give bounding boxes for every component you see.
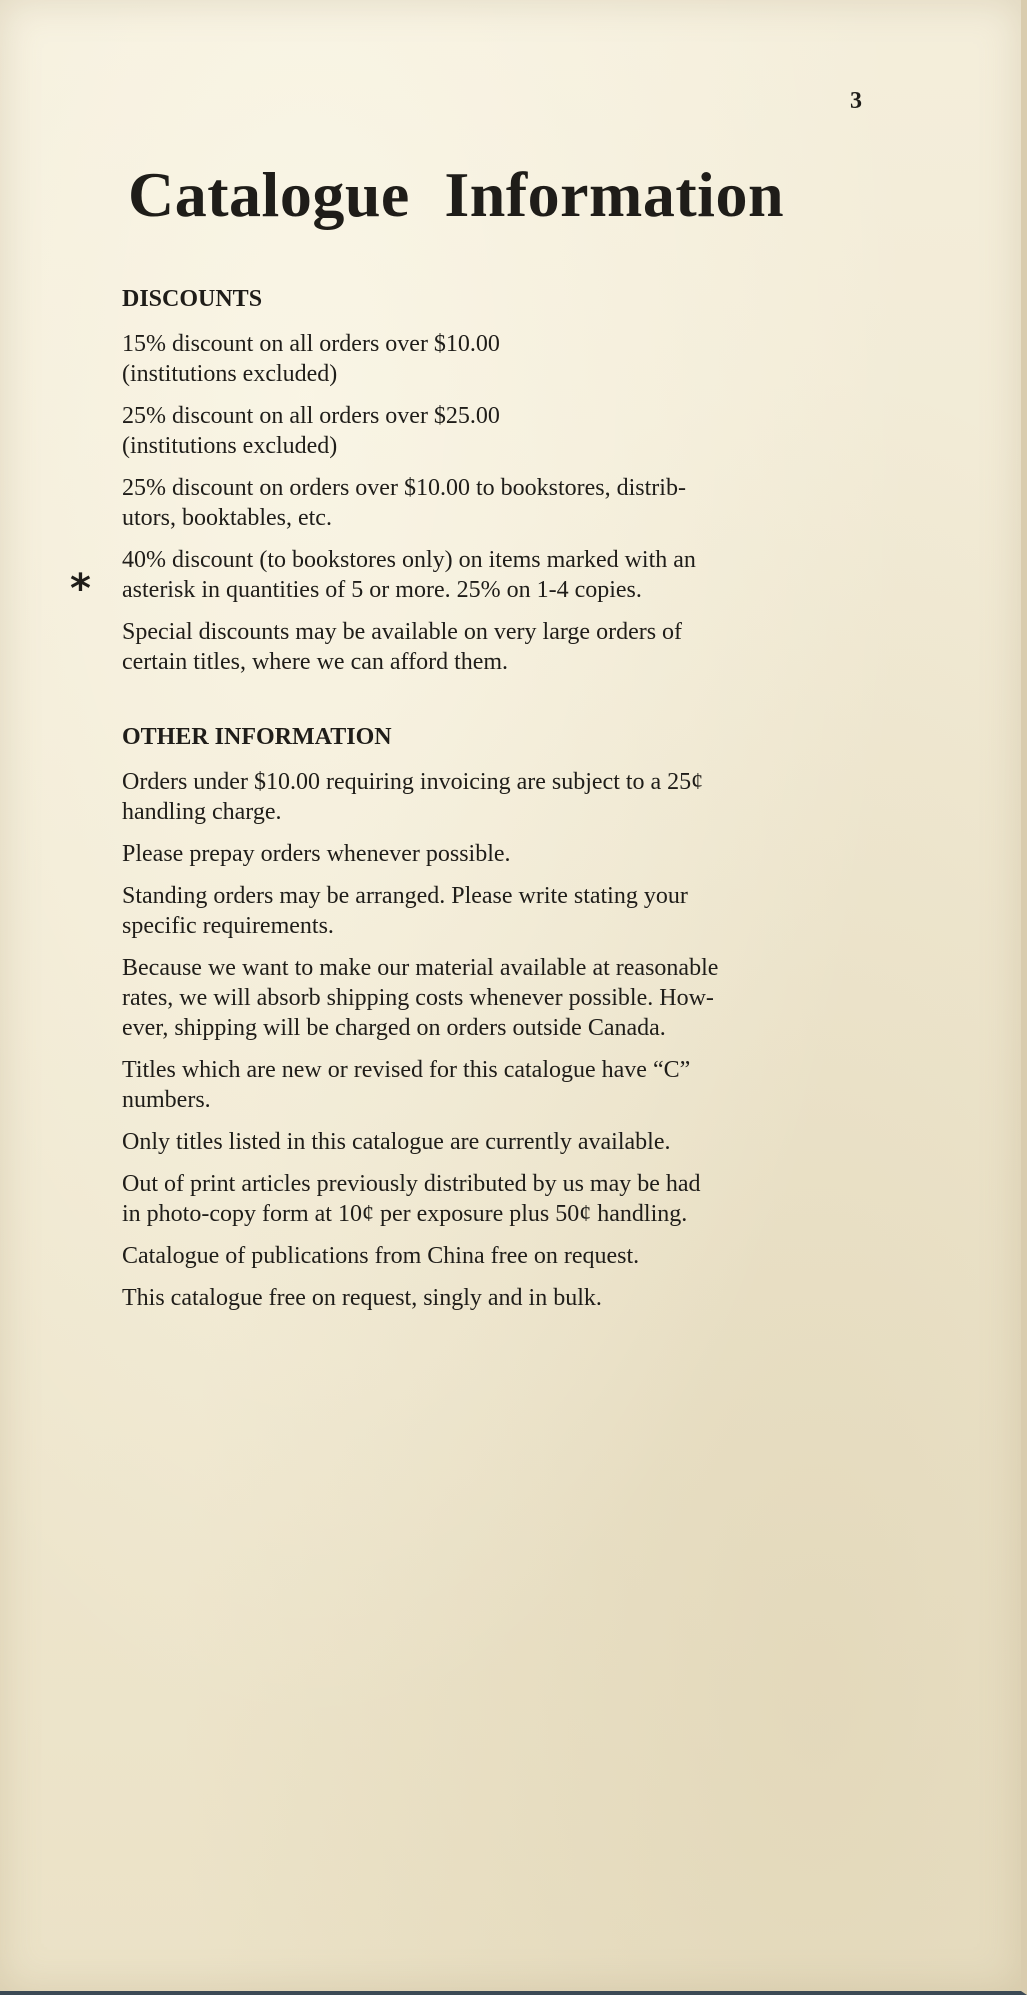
discounts-heading: DISCOUNTS xyxy=(122,286,263,312)
info-line: Titles which are new or revised for this catalogue have “C” xyxy=(122,1057,691,1083)
discount-item-bookstore xyxy=(70,545,862,612)
discount-line: utors, booktables, etc. xyxy=(122,505,332,531)
info-item xyxy=(122,1283,862,1313)
discount-line: asterisk in quantities of 5 or more. 25% on 1-4 copies. xyxy=(122,577,642,603)
info-item xyxy=(122,881,862,941)
discount-line: (institutions excluded) xyxy=(122,361,338,387)
info-line: rates, we will absorb shipping costs whenever possible. How- xyxy=(122,985,714,1011)
discount-line: 15% discount on all orders over $10.00 xyxy=(122,331,500,357)
info-item xyxy=(122,767,862,827)
discount-line: (institutions excluded) xyxy=(122,433,338,459)
info-item xyxy=(122,1055,862,1115)
info-line: Standing orders may be arranged. Please write stating your xyxy=(122,883,688,909)
discount-item xyxy=(122,329,862,389)
info-item xyxy=(122,1127,862,1157)
discount-line: Special discounts may be available on very large orders of xyxy=(122,619,683,645)
info-line: in photo-copy form at 10¢ per exposure plus 50¢ handling. xyxy=(122,1201,688,1227)
info-item xyxy=(122,953,862,1043)
info-line: This catalogue free on request, singly and in bulk. xyxy=(122,1285,602,1311)
info-item xyxy=(122,839,862,869)
discount-item xyxy=(122,617,862,677)
other-information-heading: OTHER INFORMATION xyxy=(122,724,392,750)
discount-line: certain titles, where we can afford them. xyxy=(122,649,509,675)
info-item xyxy=(122,1169,862,1229)
info-line: numbers. xyxy=(122,1087,211,1113)
info-line: ever, shipping will be charged on orders outside Canada. xyxy=(122,1015,666,1041)
page-number: 3 xyxy=(850,88,862,114)
info-line: Out of print articles previously distributed by us may be had xyxy=(122,1171,701,1197)
info-line: specific requirements. xyxy=(122,913,334,939)
discount-line: 40% discount (to bookstores only) on items marked with an xyxy=(122,547,696,573)
info-line: handling charge. xyxy=(122,799,282,825)
info-line: Catalogue of publications from China free on request. xyxy=(122,1243,640,1269)
discount-item xyxy=(122,401,862,461)
page-title: Catalogue Information xyxy=(128,159,785,230)
info-line: Orders under $10.00 requiring invoicing are subject to a 25¢ xyxy=(122,769,704,795)
asterisk-marker: * xyxy=(70,566,91,612)
discounts-section xyxy=(70,286,862,689)
discount-item xyxy=(122,473,862,533)
info-item xyxy=(122,1241,862,1271)
info-line: Only titles listed in this catalogue are currently available. xyxy=(122,1129,671,1155)
other-information-section xyxy=(122,724,862,1325)
discount-line: 25% discount on orders over $10.00 to bookstores, distrib- xyxy=(122,475,686,501)
discount-line: 25% discount on all orders over $25.00 xyxy=(122,403,500,429)
info-line: Please prepay orders whenever possible. xyxy=(122,841,511,867)
info-line: Because we want to make our material available at reasonable xyxy=(122,955,719,981)
